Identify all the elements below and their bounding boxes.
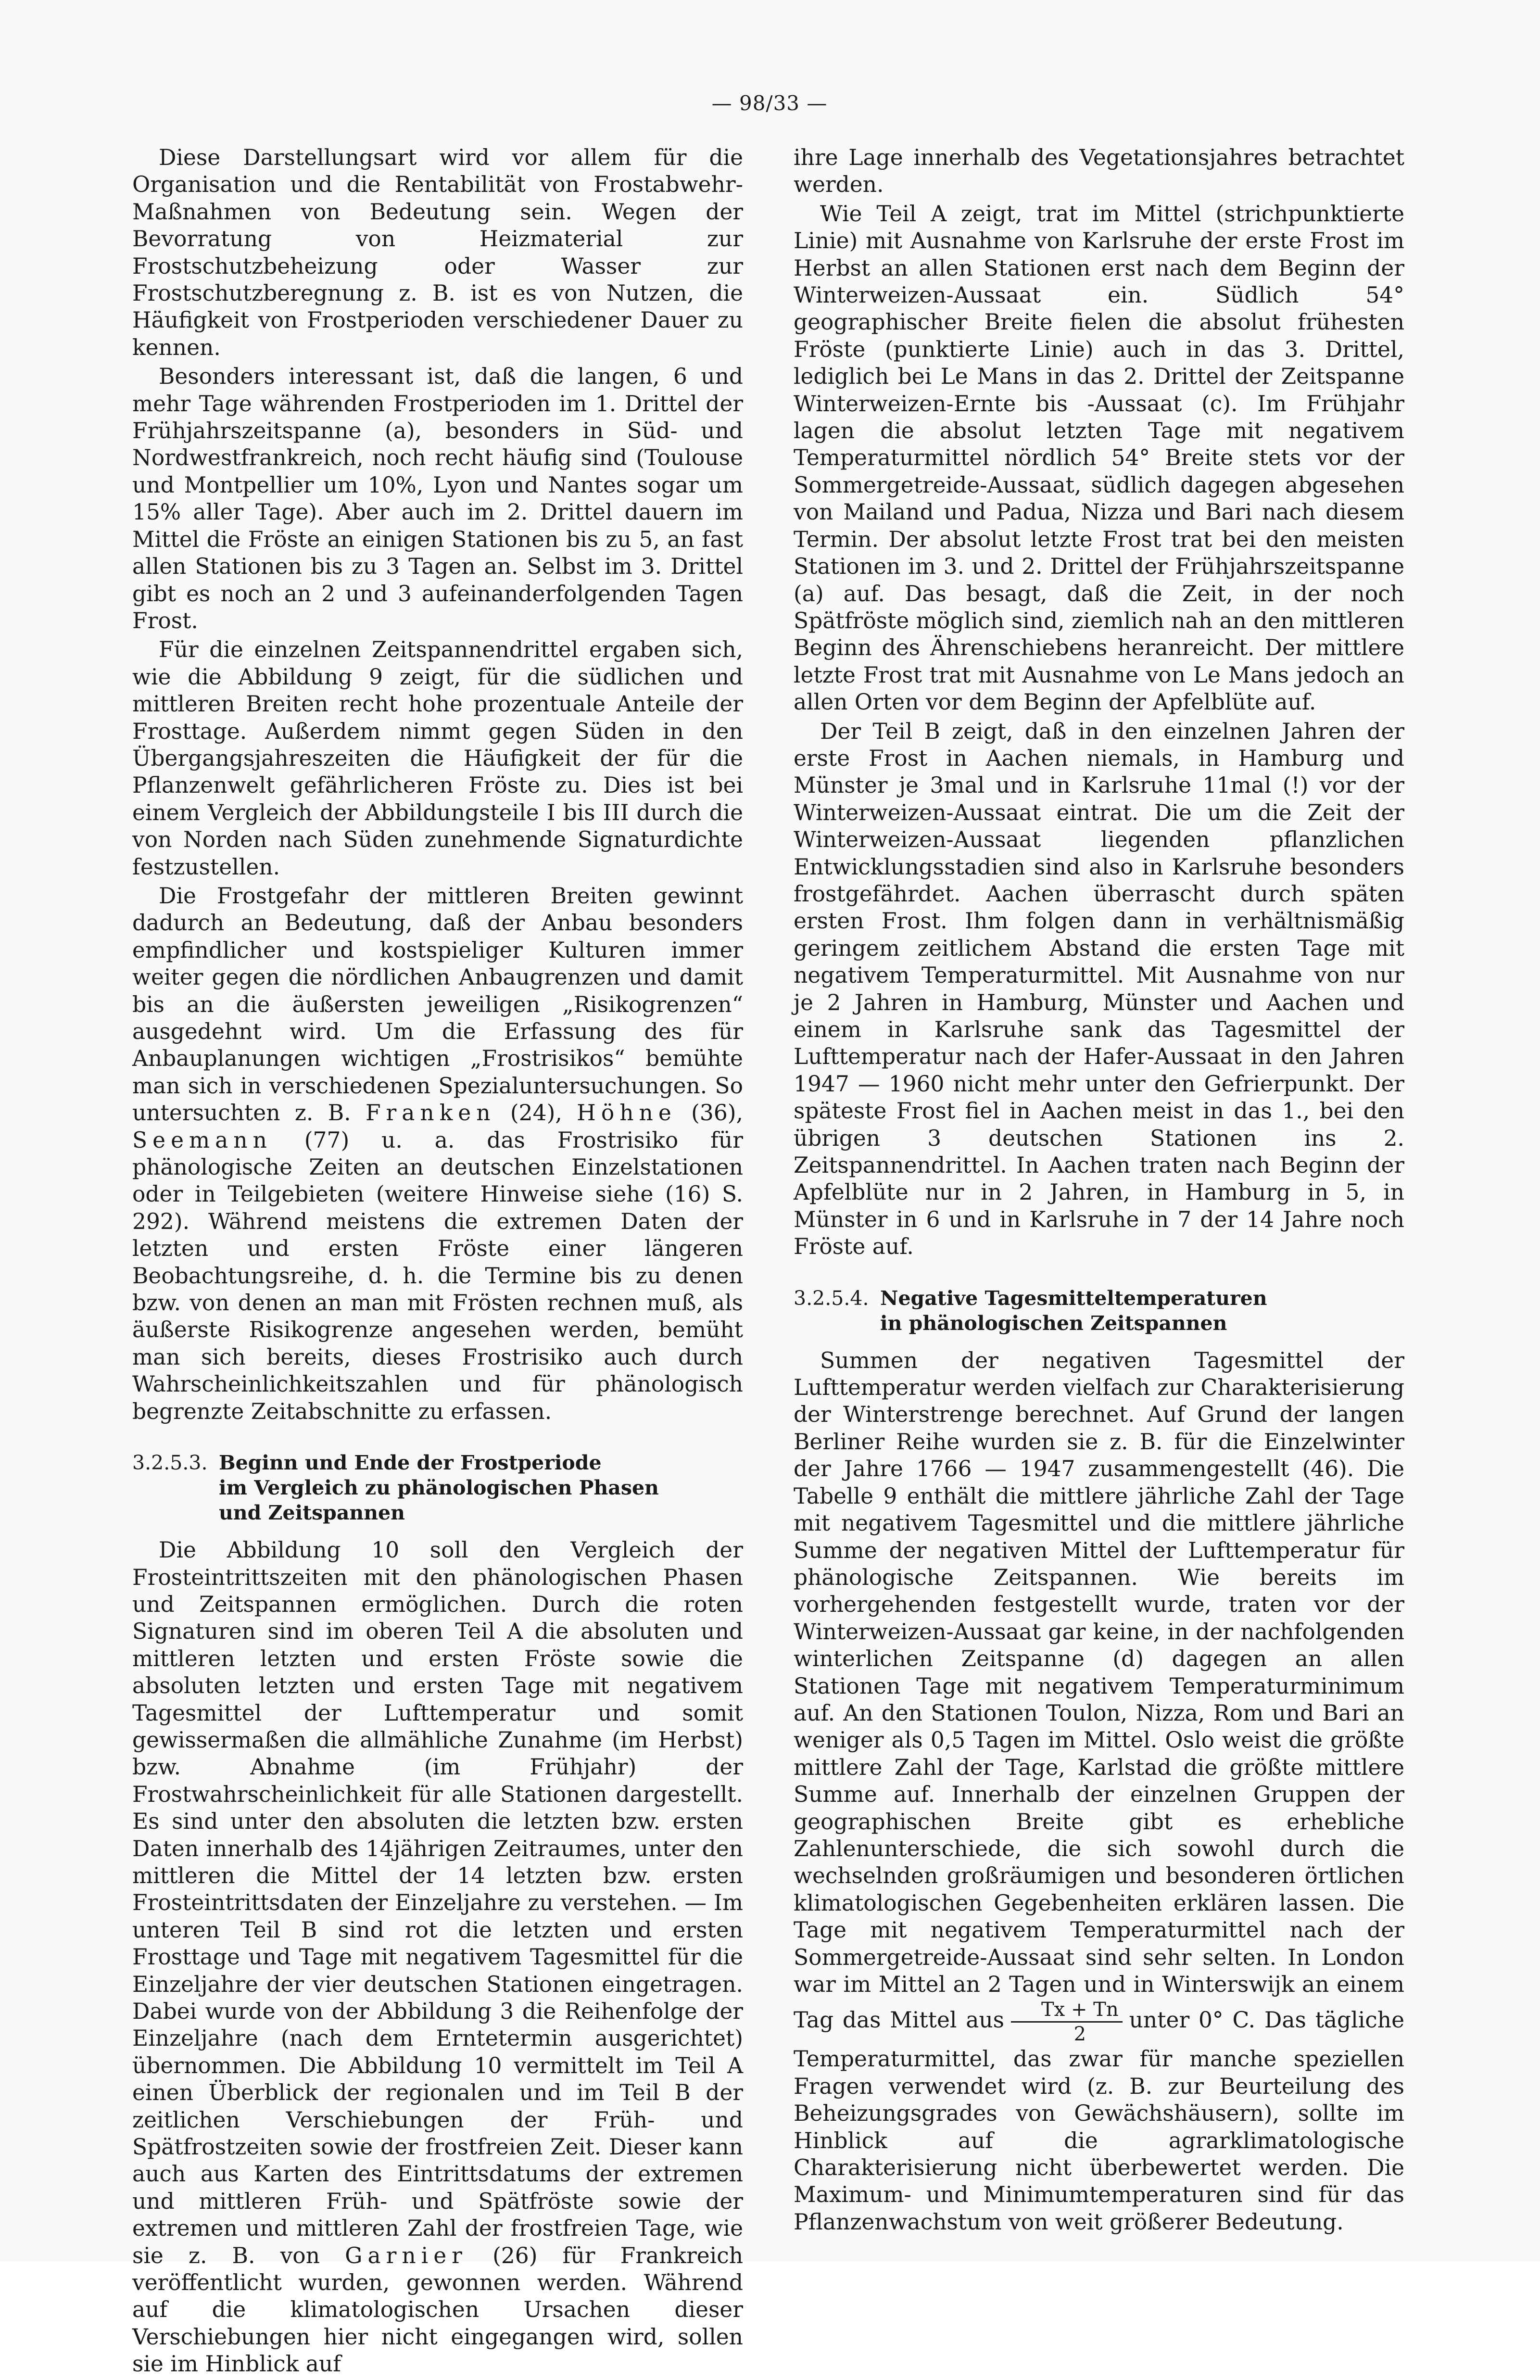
author-name: Garnier [345,2242,467,2268]
text-run: (36), [676,1100,744,1126]
paragraph [794,1347,1404,2236]
paragraph: Der Teil B zeigt, daß in den einzelnen Jahren der erste Frost in Aachen niemals, in Hamburg und Münster je 3mal und in Karlsruhe 11mal (!) vor der Winterweizen-Aussaat eintrat. Die um die Zeit der Winterweizen-Aussaat liegenden pflanzlichen Entwicklungsstadien sind also in Karlsruhe besonders frostgefährdet. Aachen überrascht durch späten ersten Frost. Ihm folgen dann in verhältnismäßig geringem zeitlichem Abstand die ersten Tage mit negativem Temperaturmittel. Mit Ausnahme von nur je 2 Jahren in Hamburg, Münster und Aachen und einem in Karlsruhe sank das Tagesmittel der Lufttemperatur nach der Hafer-Aussaat in den Jahren 1947 — 1960 nicht mehr unter den Gefrierpunkt. Der späteste Frost fiel in Aachen meist in das 1., bei den übrigen 3 deutschen Stationen ins 2. Zeitspannendrittel. In Aachen traten nach Beginn der Apfelblüte nur in 2 Jahren, in Hamburg in 5, in Münster in 6 und in Karlsruhe in 7 der 14 Jahre noch Fröste auf. [794,718,1404,1260]
paragraph: Diese Darstellungsart wird vor allem für die Organisation und die Rentabilität von Frostabwehr-Maßnahmen von Bedeutung sein. Wegen der Bevorratung von Heizmaterial zur Frostschutzbeheizung oder Wasser zur Frostschutzberegnung z. B. ist es von Nutzen, die Häufigkeit von Frostperioden verschiedener Dauer zu kennen. [132,145,743,360]
paragraph: Besonders interessant ist, daß die langen, 6 und mehr Tage währenden Frostperioden im 1. Drittel der Frühjahrszeitspanne (a), besonders in Süd- und Nordwestfrankreich, noch recht häufig sind (Toulouse und Montpellier um 10%, Lyon und Nantes sogar um 15% aller Tage). Aber auch im 2. Drittel dauern im Mittel die Fröste an einigen Stationen bis zu 5, an fast allen Stationen bis zu 3 Tagen an. Selbst im 3. Drittel gibt es noch an 2 und 3 aufeinanderfolgenden Tagen Frost. [132,364,743,633]
page-number: — 98/33 — [711,91,828,115]
section-heading [794,1286,1404,1336]
right-column [794,144,1404,2238]
paragraph [132,883,743,1425]
author-name: Seemann [132,1127,272,1153]
paragraph [132,1537,743,2378]
section-title: Beginn und Ende der Frostperiode im Vergleich zu phänologischen Phasen und Zeitspannen [219,1451,659,1525]
section-number: 3.2.5.3. [132,1451,208,1475]
text-run: (24), [495,1100,577,1126]
section-heading [132,1450,743,1525]
text-run: Die Frostgefahr der mittleren Breiten gewinnt dadurch an Bedeutung, daß der Anbau besonders empfindlicher und kostspieliger Kulturen immer weiter gegen die nördlichen Anbaugrenzen und damit bis an die äußersten jeweiligen „Risikogrenzen“ ausgedehnt wird. Um die Erfassung des für Anbauplanungen wichtigen „Frostrisikos“ bemühte man sich in verschiedenen Spezialuntersuchungen. So untersuchten z. B. [132,883,743,1126]
fraction-denominator: 2 [1073,2023,1086,2046]
paragraph: ihre Lage innerhalb des Vegetationsjahres betrachtet werden. [794,145,1404,198]
fraction-numerator: Tx + Tn [1011,1998,1123,2023]
text-run: (77) u. a. das Frostrisiko für phänologische Zeiten an deutschen Einzelstationen oder in Teilgebieten (weitere Hinweise siehe (16) S. 292). Während meistens die extremen Daten der letzten und ersten Fröste einer längeren Beobachtungsreihe, d. h. die Termine bis zu denen bzw. von denen an man mit Frösten rechnen muß, als äußerste Risikogrenze angesehen werden, bemüht man sich bereits, dieses Frostrisiko auch durch Wahrscheinlichkeitszahlen und für phänologisch begrenzte Zeitabschnitte zu erfassen. [132,1127,743,1424]
author-name: Höhne [577,1100,677,1126]
author-name: Franken [365,1100,496,1126]
text-run: (26) für Frankreich veröffentlicht wurden, gewonnen werden. Während auf die klimatologischen Ursachen dieser Verschiebungen hier nicht eingegangen wird, sollen sie im Hinblick auf [132,2242,743,2377]
paragraph: Wie Teil A zeigt, trat im Mittel (strichpunktierte Linie) mit Ausnahme von Karlsruhe der erste Frost im Herbst an allen Stationen erst nach dem Beginn der Winterweizen-Aussaat ein. Südlich 54° geographischer Breite fielen die absolut frühesten Fröste (punktierte Linie) auch in das 3. Drittel, lediglich bei Le Mans in das 2. Drittel der Zeitspanne Winterweizen-Ernte bis -Aussaat (c). Im Frühjahr lagen die absolut letzten Tage mit negativem Temperaturmittel nördlich 54° Breite stets vor der Sommergetreide-Aussaat, südlich dagegen abgesehen von Mailand und Padua, Nizza und Bari nach diesem Termin. Der absolut letzte Frost trat bei den meisten Stationen im 3. und 2. Drittel der Frühjahrszeitspanne (a) auf. Das besagt, daß die Zeit, in der noch Spätfröste möglich sind, ziemlich nah an den mittleren Beginn des Ährenschiebens heranreicht. Der mittlere letzte Frost trat mit Ausnahme von Le Mans jedoch an allen Orten vor dem Beginn der Apfelblüte auf. [794,201,1404,715]
formula-fraction [1011,1998,1123,2046]
section-title: Negative Tagesmitteltemperaturen in phänologischen Zeitspannen [880,1286,1267,1335]
text-run: Summen der negativen Tagesmittel der Lufttemperatur werden vielfach zur Charakterisierung der Winterstrenge berechnet. Auf Grund der langen Berliner Reihe wurden sie z. B. für die Einzelwinter der Jahre 1766 — 1947 zusammengestellt (46). Die Tabelle 9 enthält die mittlere jährliche Zahl der Tage mit negativem Tagesmittel und die mittlere jährliche Summe der negativen Mittel der Lufttemperatur für phänologische Zeitspannen. Wie bereits im vorhergehenden festgestellt wurde, traten vor der Winterweizen-Aussaat gar keine, in der nachfolgenden winterlichen Zeitspanne (d) dagegen an allen Stationen Tage mit negativem Temperaturminimum auf. An den Stationen Toulon, Nizza, Rom und Bari an weniger als 0,5 Tagen im Mittel. Oslo weist die größte mittlere Zahl der Tage, Karlstad die größte mittlere Summe auf. Innerhalb der einzelnen Gruppen der geographischen Breite gibt es erhebliche Zahlenunterschiede, die sich sowohl durch die wechselnden großräumigen und besonderen örtlichen klimatologischen Gegebenheiten erklären lassen. Die Tage mit negativem Temperaturmittel nach der Sommergetreide-Aussaat sind sehr selten. In London war im Mittel an 2 Tagen und in Winterswijk an einem Tag das Mittel aus [794,1347,1404,2033]
paragraph: Für die einzelnen Zeitspannendrittel ergaben sich, wie die Abbildung 9 zeigt, für die südlichen und mittleren Breiten recht hohe prozentuale Anteile der Frosttage. Außerdem nimmt gegen Süden in den Übergangsjahreszeiten die Häufigkeit der für die Pflanzenwelt gefährlicheren Fröste zu. Dies ist bei einem Vergleich der Abbildungsteile I bis III durch die von Norden nach Süden zunehmende Signaturdichte festzustellen. [132,637,743,880]
section-number: 3.2.5.4. [794,1286,869,1310]
left-column [132,144,743,2380]
text-run: unter 0° C. Das tägliche Temperaturmittel, das zwar für manche speziellen Fragen verwendet wird (z. B. zur Beurteilung des Beheizungsgrades von Gewächshäusern), sollte im Hinblick auf die agrarklimatologische Charakterisierung nicht überbewertet werden. Die Maximum- und Minimumtemperaturen sind für das Pflanzenwachstum von weit größerer Bedeutung. [794,2007,1404,2235]
text-run: Die Abbildung 10 soll den Vergleich der Frosteintrittszeiten mit den phänologischen Phasen und Zeitspannen ermöglichen. Durch die roten Signaturen sind im oberen Teil A die absoluten und mittleren letzten und ersten Fröste sowie die absoluten letzten und ersten Tage mit negativem Tagesmittel der Lufttemperatur und somit gewissermaßen die allmähliche Zunahme (im Herbst) bzw. Abnahme (im Frühjahr) der Frostwahrscheinlichkeit für alle Stationen dargestellt. Es sind unter den absoluten die letzten bzw. ersten Daten innerhalb des 14jährigen Zeitraumes, unter den mittleren die Mittel der 14 letzten bzw. ersten Frosteintrittsdaten der Einzeljahre zu verstehen. — Im unteren Teil B sind rot die letzten und ersten Frosttage und Tage mit negativem Tagesmittel für die Einzeljahre der vier deutschen Stationen eingetragen. Dabei wurde von der Abbildung 3 die Reihenfolge der Einzeljahre (nach dem Erntetermin ausgerichtet) übernommen. Die Abbildung 10 vermittelt im Teil A einen Überblick der regionalen und im Teil B der zeitlichen Verschiebungen der Früh- und Spätfrostzeiten sowie der frostfreien Zeit. Dieser kann auch aus Karten des Eintrittsdatums der extremen und mittleren Früh- und Spätfröste sowie der extremen und mittleren Zahl der frostfreien Tage, wie sie z. B. von [132,1537,743,2268]
